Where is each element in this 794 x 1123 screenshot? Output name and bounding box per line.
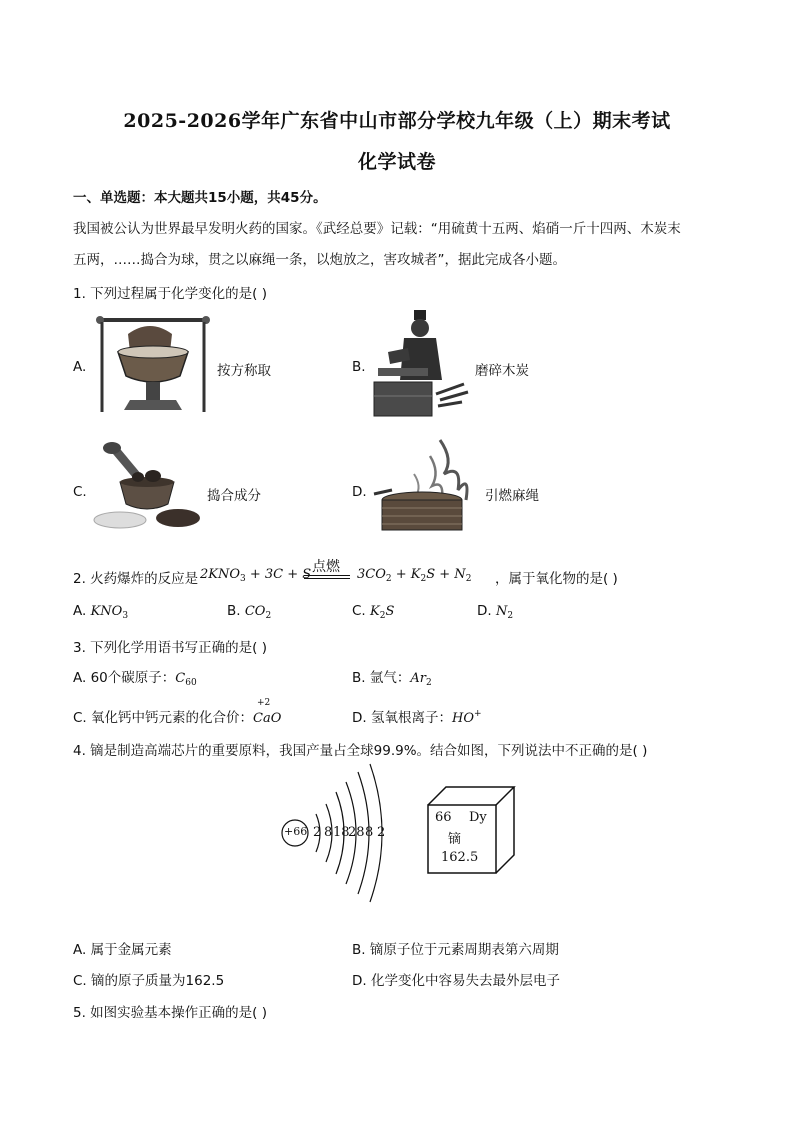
q2-condition: 点燃 — [312, 559, 340, 575]
q4-option-c[interactable]: C. 镝的原子质量为162.5 — [73, 973, 225, 989]
q2-stem-suffix: ，属于氧化物的是( ) — [495, 571, 618, 587]
shell-electrons-5: 8 — [365, 825, 374, 840]
q3-option-a[interactable]: A. 60个碳原子：$C_{60}$ — [73, 670, 197, 688]
balance-scale-icon — [90, 312, 215, 417]
q3-option-c[interactable]: C. 氧化钙中钙元素的化合价： +2 CaO — [73, 698, 282, 726]
q2-option-d[interactable]: D. $N_2$ — [477, 603, 514, 621]
q2-reactants: $2KNO_3 + 3C + S$ — [200, 567, 312, 584]
q4-option-a[interactable]: A. 属于金属元素 — [73, 942, 172, 958]
page-title: 2025-2026学年广东省中山市部分学校九年级（上）期末考试 — [123, 110, 671, 132]
q2-stem-prefix: 2. 火药爆炸的反应是 — [73, 571, 199, 587]
q2-option-b[interactable]: B. $CO_2$ — [227, 603, 272, 621]
shell-electrons-1: 2 — [313, 825, 322, 840]
shell-electrons-2: 8 — [324, 825, 333, 840]
q3-option-d[interactable]: D. 氢氧根离子：HO+ — [352, 709, 482, 726]
q1-option-a-letter[interactable]: A. — [73, 359, 87, 375]
page-subtitle: 化学试卷 — [357, 151, 436, 173]
burning-rope-icon — [370, 434, 482, 538]
q5-stem: 5. 如图实验基本操作正确的是( ) — [73, 1005, 267, 1021]
q1-option-d-letter[interactable]: D. — [352, 484, 367, 500]
q2-arrow-line-top — [304, 575, 350, 576]
q1-option-c-label: 捣合成分 — [207, 488, 261, 504]
q1-option-d-label: 引燃麻绳 — [485, 488, 539, 504]
q1-option-c-letter[interactable]: C. — [73, 484, 87, 500]
shell-electrons-4: 28 — [348, 825, 365, 840]
q4-option-b[interactable]: B. 镝原子位于元素周期表第六周期 — [352, 942, 559, 958]
section-heading: 一、单选题：本大题共15小题，共45分。 — [73, 190, 327, 206]
q3-option-b[interactable]: B. 氩气：$Ar_2$ — [352, 670, 432, 688]
atom-nucleus-charge: +66 — [284, 825, 308, 838]
q2-option-a[interactable]: A. $KNO_3$ — [73, 603, 129, 621]
q1-stem: 1. 下列过程属于化学变化的是( ) — [73, 286, 267, 302]
q4-option-d[interactable]: D. 化学变化中容易失去最外层电子 — [352, 973, 560, 989]
intro-line-2: 五两，……捣合为球，贯之以麻绳一条，以炮放之，害攻城者”，据此完成各小题。 — [73, 252, 566, 268]
element-atomic-number: 66 — [435, 810, 452, 825]
q1-option-b-label: 磨碎木炭 — [475, 363, 529, 379]
shell-electrons-6: 2 — [377, 825, 386, 840]
element-symbol: Dy — [469, 810, 487, 825]
element-name: 镝 — [448, 832, 462, 847]
intro-line-1: 我国被公认为世界最早发明火药的国家。《武经总要》记载：“用硫黄十五两、焰硝一斤十四两、木炭末 — [73, 221, 681, 237]
q1-option-a-label: 按方称取 — [217, 363, 271, 379]
q1-option-b-letter[interactable]: B. — [352, 359, 366, 375]
q2-arrow-line-bottom — [304, 578, 350, 579]
element-mass: 162.5 — [441, 850, 479, 865]
q3-stem: 3. 下列化学用语书写正确的是( ) — [73, 640, 267, 656]
shell-electrons-3: 18 — [333, 825, 350, 840]
q4-stem: 4. 镝是制造高端芯片的重要原料，我国产量占全球99.9%。结合如图，下列说法中不正确的是( ) — [73, 743, 648, 759]
q2-products: $3CO_2 + K_2S + N_2$ — [357, 567, 472, 584]
q2-option-c[interactable]: C. $K_2S$ — [352, 603, 395, 621]
grinding-mill-icon — [370, 308, 475, 420]
mortar-pestle-icon — [90, 440, 205, 535]
